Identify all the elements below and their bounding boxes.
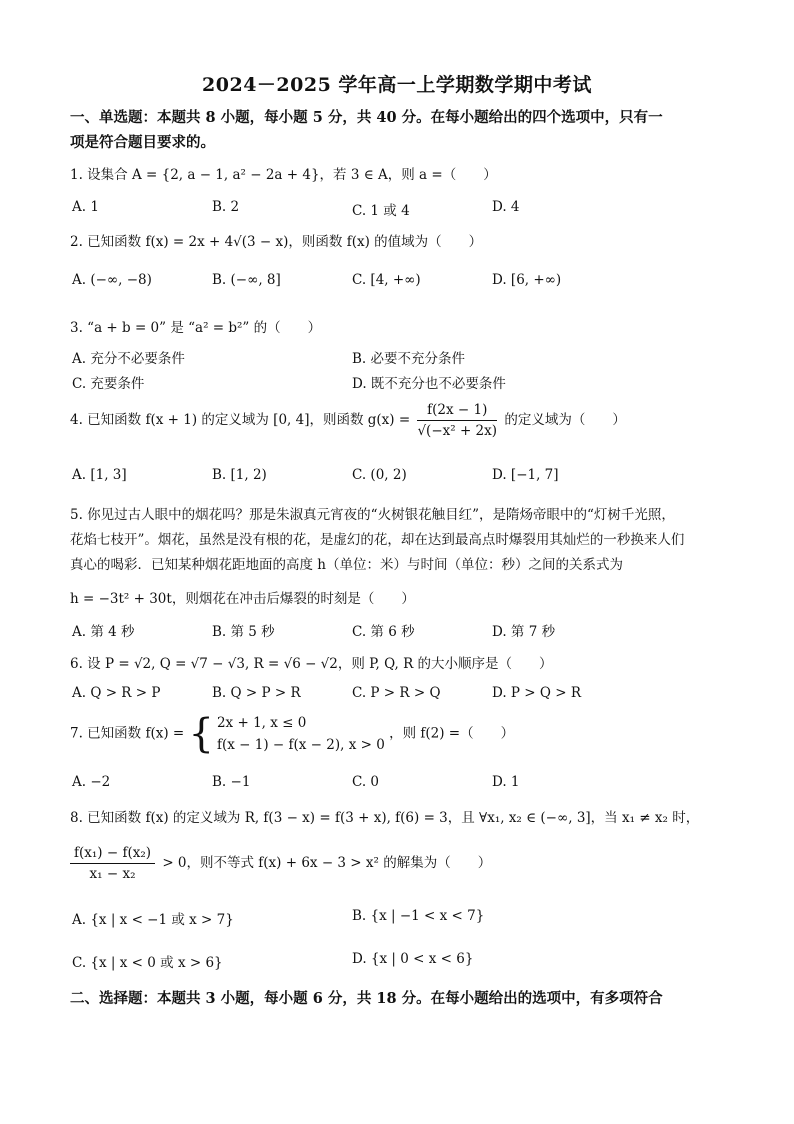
q4-stem-post: 的定义域为（ ） — [504, 412, 626, 428]
q4-fraction — [417, 402, 497, 439]
q3-option-d: D. 既不充分也不必要条件 — [352, 376, 506, 392]
q7-stem-pre: 7. 已知函数 f(x) = — [70, 725, 185, 742]
question-7-stem — [70, 712, 730, 756]
q1-option-c: C. 1 或 4 — [352, 203, 410, 219]
q4-fraction-denominator: √(−x² + 2x) — [417, 423, 498, 439]
q4-option-d: D. [−1, 7] — [492, 467, 559, 483]
q5-line1: 5. 你见过古人眼中的烟花吗？那是朱淑真元宵夜的“火树银花触目红”，是隋炀帝眼中的“灯树千光照， — [70, 507, 675, 523]
q8-line2 — [70, 845, 730, 882]
q7-option-d: D. 1 — [492, 774, 520, 790]
q3-option-c: C. 充要条件 — [72, 376, 145, 392]
q4-option-c: C. (0, 2) — [352, 467, 407, 483]
question-4-stem — [70, 402, 730, 439]
q3-option-b: B. 必要不充分条件 — [352, 351, 466, 367]
q6-option-c: C. P > R > Q — [352, 685, 441, 701]
q6-option-a: A. Q > R > P — [72, 685, 161, 701]
q2-option-b: B. (−∞, 8] — [212, 272, 281, 288]
q8-option-c: C. {x | x < 0 或 x > 6} — [72, 955, 223, 971]
question-1-stem: 1. 设集合 A = {2, a − 1, a² − 2a + 4}，若 3 ∈ A，则 a =（ ） — [70, 167, 497, 183]
q8-fraction — [70, 845, 155, 882]
section2-heading: 二、选择题：本题共 3 小题，每小题 6 分，共 18 分。在每小题给出的选项中，有多项符合 — [70, 990, 663, 1007]
q7-case-2: f(x − 1) − f(x − 2), x > 0 — [216, 737, 385, 753]
q7-stem-post: ，则 f(2) =（ ） — [389, 725, 515, 742]
q7-option-c: C. 0 — [352, 774, 380, 790]
q7-case-1: 2x + 1, x ≤ 0 — [216, 715, 307, 731]
q8-option-d: D. {x | 0 < x < 6} — [352, 951, 474, 967]
q2-option-d: D. [6, +∞) — [492, 272, 562, 288]
q1-option-d: D. 4 — [492, 199, 520, 215]
q3-option-a: A. 充分不必要条件 — [72, 351, 185, 367]
brace-icon: { — [188, 711, 214, 757]
question-6-stem: 6. 设 P = √2, Q = √7 − √3, R = √6 − √2，则 P, Q, R 的大小顺序是（ ） — [70, 656, 553, 672]
q7-option-a: A. −2 — [72, 774, 111, 790]
page-title: 2024－2025 学年高一上学期数学期中考试 — [202, 74, 592, 96]
q4-option-b: B. [1, 2) — [212, 467, 267, 483]
q8-fraction-denominator: x₁ − x₂ — [89, 866, 136, 882]
q8-option-b: B. {x | −1 < x < 7} — [352, 908, 485, 924]
q1-option-a: A. 1 — [72, 199, 99, 215]
q5-line2: 花焰七枝开”。烟花，虽然是没有根的花，是虚幻的花，却在达到最高点时爆裂用其灿烂的一秒换来人们 — [70, 532, 685, 548]
q4-fraction-numerator: f(2x − 1) — [417, 402, 497, 421]
q6-option-b: B. Q > P > R — [212, 685, 301, 701]
q7-piecewise — [189, 712, 385, 756]
q5-option-c: C. 第 6 秒 — [352, 624, 415, 640]
q5-option-a: A. 第 4 秒 — [72, 624, 135, 640]
section1-heading-line1: 一、单选题：本题共 8 小题，每小题 5 分，共 40 分。在每小题给出的四个选项中，只有一 — [70, 109, 663, 126]
q8-line1: 8. 已知函数 f(x) 的定义域为 R, f(3 − x) = f(3 + x), f(6) = 3，且 ∀x₁, x₂ ∈ (−∞, 3]，当 x₁ ≠ x₂ 时， — [70, 810, 700, 826]
question-3-stem: 3. “a + b = 0” 是 “a² = b²” 的（ ） — [70, 320, 322, 336]
q2-option-c: C. [4, +∞) — [352, 272, 421, 288]
q5-option-d: D. 第 7 秒 — [492, 624, 556, 640]
q8-fraction-numerator: f(x₁) − f(x₂) — [70, 845, 155, 864]
q2-option-a: A. (−∞, −8) — [72, 272, 152, 288]
q8-option-a: A. {x | x < −1 或 x > 7} — [72, 912, 234, 928]
q4-stem-pre: 4. 已知函数 f(x + 1) 的定义域为 [0, 4]，则函数 g(x) = — [70, 412, 411, 428]
q5-line3: 真心的喝彩．已知某种烟花距地面的高度 h（单位：米）与时间（单位：秒）之间的关系式为 — [70, 557, 623, 573]
q5-line4: h = −3t² + 30t，则烟花在冲击后爆裂的时刻是（ ） — [70, 591, 415, 607]
section1-heading-line2: 项是符合题目要求的。 — [70, 134, 215, 151]
q8-line2-post: > 0，则不等式 f(x) + 6x − 3 > x² 的解集为（ ） — [162, 855, 492, 871]
q5-option-b: B. 第 5 秒 — [212, 624, 275, 640]
q7-option-b: B. −1 — [212, 774, 251, 790]
question-2-stem: 2. 已知函数 f(x) = 2x + 4√(3 − x)，则函数 f(x) 的值域为（ ） — [70, 234, 483, 250]
q1-option-b: B. 2 — [212, 199, 240, 215]
q6-option-d: D. P > Q > R — [492, 685, 582, 701]
q4-option-a: A. [1, 3] — [72, 467, 127, 483]
